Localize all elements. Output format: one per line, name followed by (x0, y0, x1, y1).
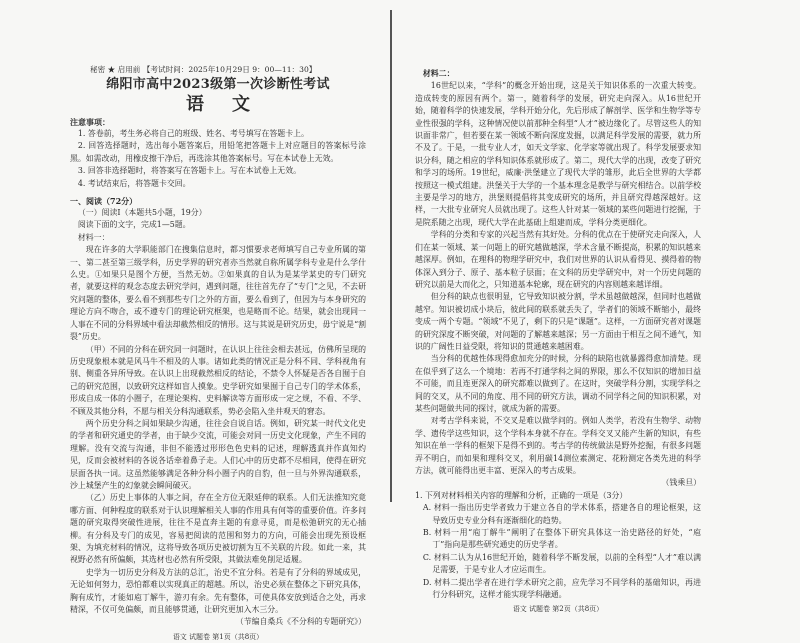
material-paragraph: 学科的分类和专家的兴起当然有其好处。分科的优点在于使研究走向深入，人们在某一领域、某一问题上的研究越做越深，学术含量不断提高，积累的知识越来越深厚。例如，在理科的物理学研究中，我们对世界的认识从看得见、摸得着的物体深入到分子、原子、基本粒子层面；在文科的历史学研究中，对一个历史问题的研究以前是大而化之，只知道基本轮廓，现在研究的内容则越来越详细。 (415, 230, 701, 289)
material-paragraph: 16世纪以来，“学科”的概念开始出现，这是关于知识体系的一次重大转变。造成转变的原因有两个。第一，随着科学的发展，研究走向深入。从16世纪开始，随着科学的快速发展，学科开始分化，先后形成了解剖学、医学和生物学等专业性很强的学科，这种情况使以前那种全科型“人才”被边缘化了。尽管这些人的知识面非常广，但若要在某一领域不断向深度发掘，以满足科学发展的需要，就力所不及了。于是，一批专业人才，如天文学家、化学家等就出现了。科学发展要求知识分科，随之相应的学科知识体系就形成了。第二，现代大学的出现，改变了研究和学习的场所。19世纪，威廉·洪堡建立了现代大学的雏形，此后全世界的大学都按照这一模式组建。洪堡关于大学的一个基本理念是教学与研究相结合。以前学校主要是学习的地方，洪堡则提倡将其变成研究的场所，并且研究得越深越好。这样，一大批专业研究人员就出现了。这些人针对某一领域的某些问题进行挖掘，于是院系随之出现，现代大学在此基础上组建而成，学科分类更细化。 (415, 81, 701, 227)
exam-page-2 (415, 68, 701, 615)
confidential-header: 秘密 ★ 启用前 【考试时间：2025年10月29日 9：00—11：30】 (90, 65, 317, 74)
notes-title: 注意事项： (70, 117, 110, 127)
material-paragraph: 现在许多的大学职能部门在搜集信息时，都习惯要求老师填写自己专业所属的第一、第二甚至第三级学科，历史学界的研究者亦当然就自称所属学科专业是什么学什么史。①如果只是图个方便，当然无妨。②如果真的自认为是某学某史的专门研究者，就要这样的观念态度去研究学问，遇到问题，往往首先存了“专门”之见，不去研究问题的整体，要么看不到那些专门之外的方面，要么看到了，但因为与本身研究的理论方向不吻合，或不遵专门的理论研究框架，也是略而不论。结果，就会出现同一人事在不同的分科界域中看法却截然相反的情形。这与其说是研究历史，毋宁说是“割裂”历史。 (70, 245, 366, 342)
reading-instruction: 阅读下面的文字，完成1—5题。 (77, 220, 191, 230)
material-paragraph: 两个历史分科之间如果缺少沟通，往往会自说自话。例如，研究某一时代文化史的学者和研究通史的学者，由于缺少交流，可能会对同一历史文化现象，产生不同的理解。没有交流与沟通，非但不能透过形形色色史料的记述，理解透真并作真知灼见，反而会被材料的各说各话牵着鼻子走。人们心中的历史都不尽相同，使得在研究层面各执一词。这虽然能够满足各种分科小圈子内的自豹，但一旦与外界沟通联系，沙上城堡产生的幻象就会瞬间破灭。 (70, 418, 366, 490)
material-paragraph: （乙）历史上事体的人事之间，存在全方位无限延伸的联系。人们无法推知究竟哪方面、何种程度的联系对于认识理解相关人事的作用具有何等的重要价值。许多问题的研究取得突破性进展，往往不是直奔主题的有意寻觅，而是松弛研究的无心插柳。有分科及专门的成见，容易把阅读的范围和努力的方向，可能会出现先预设框架、为填充材料的情况，这将导致各项历史被切割为互不关联的片段。如此一来，其视野必然有所偏颇，其选材也必然有所受限，其做法难免削足适履。 (70, 493, 366, 565)
material-paragraph: 当分科的优越性体现得愈加充分的时候，分科的缺陷也就暴露得愈加清楚。现在似乎到了这么一个境地：若再不打通学科之间的界限，那么不仅知识的增加日益不可能，而且连更深入的研究都难以做到了。在这时，突破学科分割，实现学科之间的交叉，从不同的角度、用不同的研究方法，调动不同学科之间的知识积累，对某些问题做共同的探讨，就成为新的需要。 (415, 354, 701, 413)
question-stem: 1. 下列对材料相关内容的理解和分析，正确的一项是（3分） (415, 490, 628, 500)
exam-title: 绵阳市高中2023级第一次诊断性考试 (106, 77, 330, 92)
note-item: 4. 考试结束后，将答题卡交回。 (77, 178, 191, 188)
subject-title: 语文 (186, 94, 278, 115)
material-paragraph: 对考古学科来说，不交叉是难以做学问的。例如人类学，若没有生物学、动物学、遗传学这些知识，这个学科本身就不存在。学科交叉又能产生新的知识，有些知识在单一学科的框架下是得不到的。考古学的传统做法是野外挖掘，有很多问题弄不明白，而如果和理科交叉，利用碳14测位素测定、花粉测定各类先进的科学方法，就可能得出更丰富、更深入的考古成果。 (415, 416, 701, 475)
subsection-heading: （一）阅读Ⅰ（本题共5小题，19分） (77, 208, 207, 218)
question-option-c: C. 材料二认为从16世纪开始，随着科学不断发展，以前的全科型“人才”难以满足需要，于是专业人才应运而生。 (422, 552, 701, 575)
material-paragraph: （甲）不同的分科在研究同一问题时，在认识上往往会相去甚远，仿佛所呈现的历史现象根本就是风马牛不相及的人事。诸如此类的情况正是分科不同、学科视角有别、侧重各异所导致。在认识上出现截然相反的结论，不禁令人怀疑是否各自囿于自己的研究范围，以致研究这样如盲人摸象。史学研究如果囿于自己专门的学术体系，形成自成一体的小圈子，在理论架构、史料解读等方面形成一定之规，不看、不学、不顾及其他分科，不愿与相关分科沟通联系，势必会陷入坐井观天的窘态。 (70, 344, 366, 416)
material-source: （节编自桑兵《不分科的专题研究》） (235, 617, 366, 627)
material-paragraph: 史学为一切历史分科及方法的总汇，治史不宜分科。若是有了分科的界域成见，无论如何努力，恐怕都难以实现真正的超越。所以，治史必须在整体之下研究具体，胸有成竹，才能如庖丁解牛，游刃有余。先有整体，可使具体安放到适合之处，再求精深，不仅可免偏颇，而且能够贯通，让研究更加入木三分。 (70, 567, 366, 615)
material-source: （钱乘旦） (661, 478, 701, 488)
question-option-b: B. 材料一用“庖丁解牛”阐明了在整体下研究具体这一治史路径的好处，“庖丁”指向是那些研究通史的历史学者。 (422, 528, 701, 550)
question-option-d: D. 材料二提出学者在进行学术研究之前，应先学习不同学科的基础知识，再进行分科研究，这样才能实现学科融通。 (422, 577, 701, 600)
note-item: 3. 回答非选择题时，将答案写在答题卡上。写在本试卷上无效。 (77, 166, 301, 176)
section-heading: 一、阅读（72分） (70, 196, 138, 207)
page-footer: 语文 试题卷 第1页（共8页） (172, 632, 264, 641)
page-binding-line (390, 10, 392, 502)
note-item: 2. 回答选择题时，选出每小题答案后，用铅笔把答题卡上对应题目的答案标号涂黑。如需改动，用橡皮擦干净后，再选涂其他答案标号。写在本试卷上无效。 (70, 141, 366, 163)
question-option-a: A. 材料一指出历史学者致力于建立各自的学术体系，搭建各自的理论框架，这导致历史专业分科有逐渐细化的趋势。 (422, 503, 701, 525)
material-label: 材料二： (422, 69, 455, 78)
note-item: 1. 答卷前，考生务必将自己的班级、姓名、考号填写在答题卡上。 (77, 129, 309, 138)
material-label: 材料一： (77, 232, 110, 242)
material-paragraph: 但分科的缺点也很明显，它导致知识被分割，学术虽越做越深，但同时也越做越窄。知识被切成小块后，彼此间的联系就丢失了，学者们的领域不断缩小，最终变成一两个专题。“领域”不见了，剩下的只是“课题”。这样，一方面研究者对课题的研究深度不断突破，对问题的了解越来越深；另一方面由于相互之间不通气，知识的广阔性日益受限，将知识的贯通越来越困难。 (415, 292, 701, 351)
exam-page-1 (70, 64, 366, 643)
page-footer: 语文 试题卷 第2页（共8页） (512, 605, 604, 614)
